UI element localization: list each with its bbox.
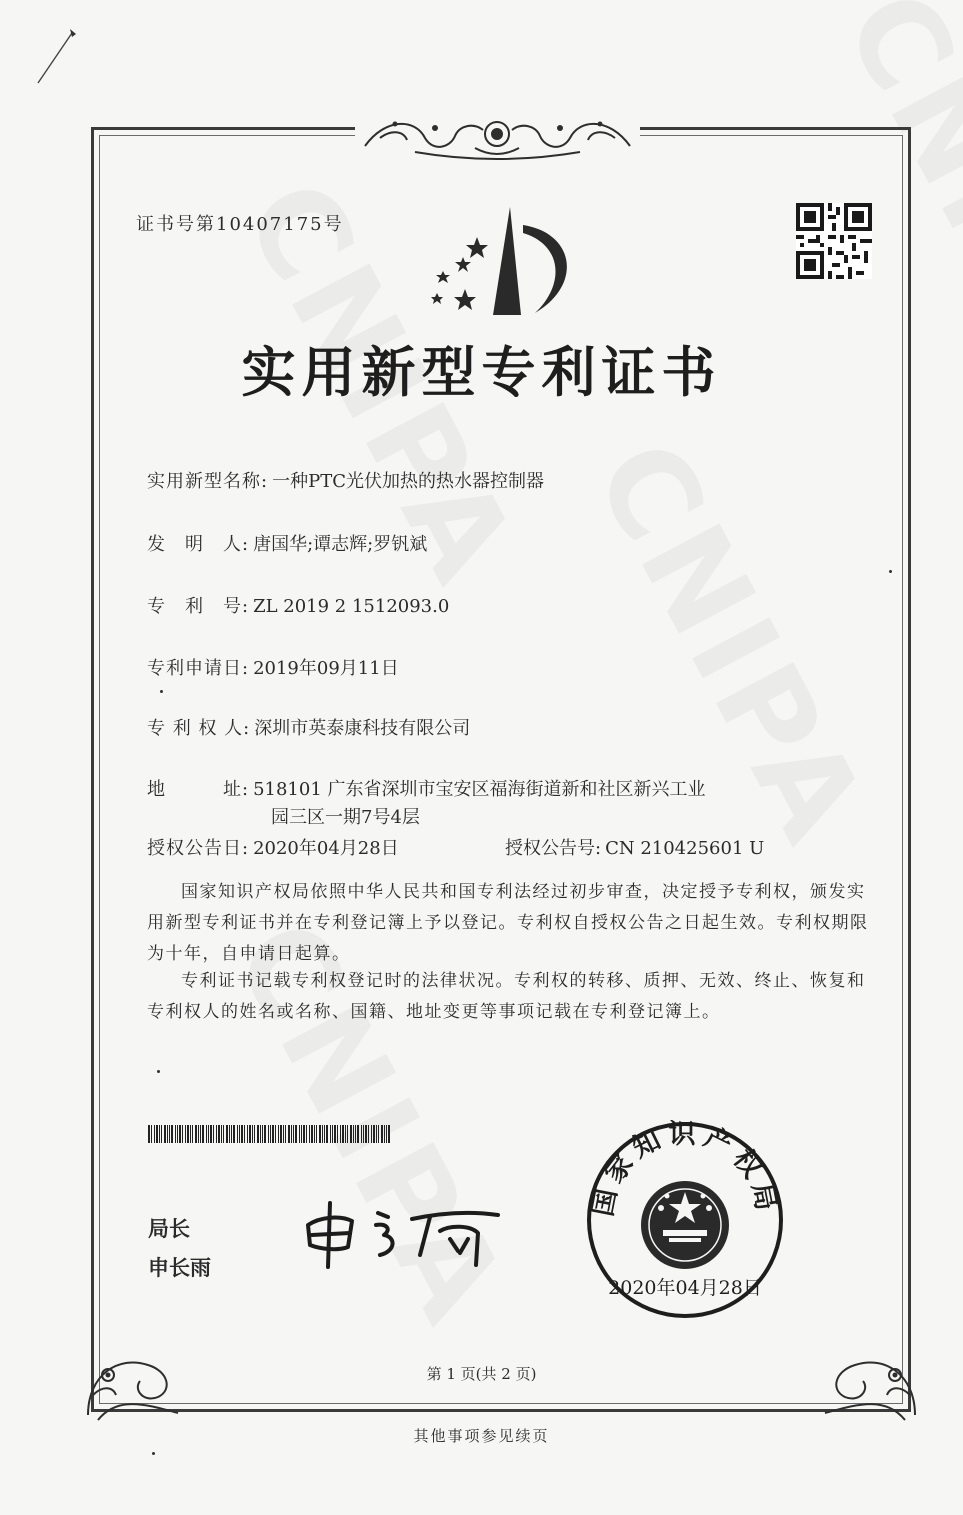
field-address bbox=[147, 775, 706, 801]
field-label: 专 利 号: bbox=[147, 596, 250, 617]
top-ornament-icon bbox=[355, 108, 640, 160]
field-publication-date bbox=[147, 834, 399, 860]
cnipa-emblem-icon bbox=[425, 205, 575, 325]
field-value: 2020年04月28日 bbox=[253, 838, 399, 859]
seal-text: 国家知识产权局 bbox=[587, 1120, 783, 1219]
director-title: 局长 bbox=[148, 1217, 190, 1241]
field-utility-model-name bbox=[147, 467, 544, 493]
official-seal bbox=[585, 1120, 785, 1320]
field-value: CN 210425601 U bbox=[605, 838, 765, 859]
continuation-note: 其他事项参见续页 bbox=[413, 1427, 550, 1445]
barcode-icon bbox=[148, 1125, 392, 1143]
field-label: 发 明 人: bbox=[147, 534, 250, 555]
field-patentee bbox=[147, 714, 470, 740]
field-label: 地 址: bbox=[147, 779, 250, 800]
field-patent-number bbox=[147, 592, 449, 618]
field-value: 唐国华;谭志辉;罗钒斌 bbox=[253, 534, 428, 555]
qr-code-icon bbox=[796, 203, 872, 279]
field-value: ZL 2019 2 1512093.0 bbox=[253, 596, 450, 617]
seal-date: 2020年04月28日 bbox=[608, 1277, 762, 1299]
field-label: 专 利 权 人: bbox=[147, 718, 251, 739]
field-value: 518101 广东省深圳市宝安区福海街道新和社区新兴工业 bbox=[253, 779, 706, 800]
legal-paragraph: 专利证书记载专利权登记时的法律状况。专利权的转移、质押、无效、终止、恢复和专利权人的姓名或名称、国籍、地址变更等事项记载在专利登记簿上。 bbox=[147, 971, 866, 1022]
certificate-number: 证书号第10407175号 bbox=[136, 214, 344, 235]
certificate-title: 实用新型专利证书 bbox=[241, 341, 722, 404]
field-label: 专利申请日: bbox=[147, 658, 250, 679]
legal-paragraph: 国家知识产权局依照中华人民共和国专利法经过初步审查，决定授予专利权，颁发实用新型专利证书并在专利登记簿上予以登记。专利权自授权公告之日起生效。专利权期限为十年，自申请日起算。 bbox=[147, 882, 869, 964]
field-label: 授权公告日: bbox=[147, 838, 250, 859]
field-publication-number bbox=[505, 834, 764, 860]
field-value: 2019年09月11日 bbox=[253, 658, 399, 679]
field-label: 授权公告号: bbox=[505, 838, 602, 859]
pen-mark bbox=[30, 25, 80, 90]
speck bbox=[152, 1452, 155, 1455]
field-value: 一种PTC光伏加热的热水器控制器 bbox=[272, 471, 544, 492]
director-signature bbox=[300, 1195, 510, 1275]
director-name: 申长雨 bbox=[148, 1256, 211, 1280]
field-filing-date bbox=[147, 654, 399, 680]
field-label: 实用新型名称: bbox=[147, 471, 269, 492]
field-address-line2: 园三区一期7号4层 bbox=[271, 807, 420, 828]
field-inventor bbox=[147, 530, 427, 556]
page-indicator: 第 1 页(共 2 页) bbox=[426, 1365, 537, 1383]
field-value: 深圳市英泰康科技有限公司 bbox=[254, 718, 471, 739]
